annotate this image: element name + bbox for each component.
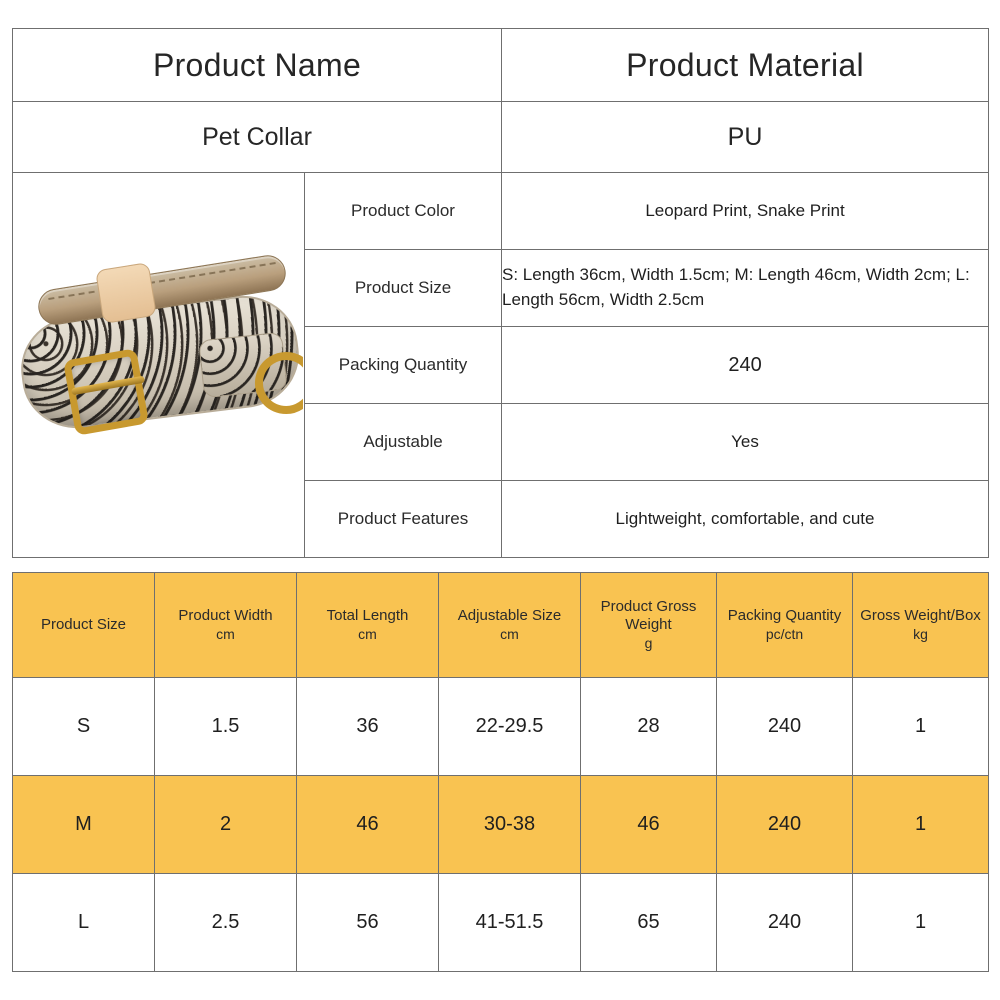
size-column-gross-weight (581, 573, 717, 678)
cell-size: S (13, 678, 155, 776)
size-column-total-length (297, 573, 439, 678)
spec-name-row (13, 102, 989, 173)
size-column-unit: g (644, 635, 653, 651)
cell-packing-quantity: 240 (717, 776, 853, 874)
spec-label-packing-quantity: Packing Quantity (305, 327, 502, 404)
cell-packing-quantity: 240 (717, 874, 853, 972)
cell-adjustable-size: 22-29.5 (439, 678, 581, 776)
size-column-title: Product Width (178, 606, 273, 624)
size-column-unit: pc/ctn (765, 625, 804, 642)
size-column-product-width (155, 573, 297, 678)
table-row (13, 678, 989, 776)
cell-gross-weight: 46 (581, 776, 717, 874)
cell-width: 2 (155, 776, 297, 874)
size-chart-table (12, 572, 989, 972)
size-column-title: Total Length (326, 606, 409, 624)
spec-value-adjustable: Yes (502, 404, 989, 481)
cell-gross-weight: 65 (581, 874, 717, 972)
product-name-header: Product Name (13, 29, 502, 102)
spec-label-adjustable: Adjustable (305, 404, 502, 481)
cell-adjustable-size: 41-51.5 (439, 874, 581, 972)
spec-value-packing-quantity: 240 (502, 327, 989, 404)
size-column-title: Adjustable Size (457, 606, 562, 624)
spec-header-row (13, 29, 989, 102)
spec-label-product-features: Product Features (305, 481, 502, 558)
spec-label-product-size: Product Size (305, 250, 502, 327)
collar-keeper-loop (95, 262, 157, 324)
size-column-title: Gross Weight/Box (860, 606, 981, 624)
size-column-gross-weight-box (853, 573, 989, 678)
size-column-unit: cm (216, 625, 235, 642)
cell-size: L (13, 874, 155, 972)
size-column-title: Packing Quantity (727, 606, 842, 624)
cell-size: M (13, 776, 155, 874)
size-column-unit: kg (913, 625, 928, 642)
cell-total-length: 56 (297, 874, 439, 972)
cell-gross-weight-box: 1 (853, 776, 989, 874)
product-material-header: Product Material (502, 29, 989, 102)
cell-total-length: 36 (297, 678, 439, 776)
specification-table (12, 28, 989, 558)
size-column-packing-quantity (717, 573, 853, 678)
cell-packing-quantity: 240 (717, 678, 853, 776)
size-chart-header-row (13, 573, 989, 678)
cell-width: 1.5 (155, 678, 297, 776)
size-column-unit: cm (500, 625, 519, 642)
table-row (13, 776, 989, 874)
size-column-title: Product Size (40, 615, 127, 633)
spec-value-product-color: Leopard Print, Snake Print (502, 173, 989, 250)
spec-value-product-features: Lightweight, comfortable, and cute (502, 481, 989, 558)
cell-gross-weight: 28 (581, 678, 717, 776)
size-column-product-size (13, 573, 155, 678)
cell-gross-weight-box: 1 (853, 874, 989, 972)
product-name-value: Pet Collar (13, 102, 502, 173)
size-column-unit: cm (358, 625, 377, 642)
spec-value-product-size: S: Length 36cm, Width 1.5cm; M: Length 46cm, Width 2cm; L: Length 56cm, Width 2.5cm (502, 250, 989, 327)
table-row (13, 874, 989, 972)
cell-width: 2.5 (155, 874, 297, 972)
size-column-adjustable-size (439, 573, 581, 678)
product-image-cell (13, 173, 305, 558)
cell-total-length: 46 (297, 776, 439, 874)
pet-collar-photo (13, 176, 303, 554)
cell-adjustable-size: 30-38 (439, 776, 581, 874)
size-column-title: Product Gross Weight (600, 597, 697, 634)
spec-row-color (13, 173, 989, 250)
cell-gross-weight-box: 1 (853, 678, 989, 776)
spec-label-product-color: Product Color (305, 173, 502, 250)
product-material-value: PU (502, 102, 989, 173)
